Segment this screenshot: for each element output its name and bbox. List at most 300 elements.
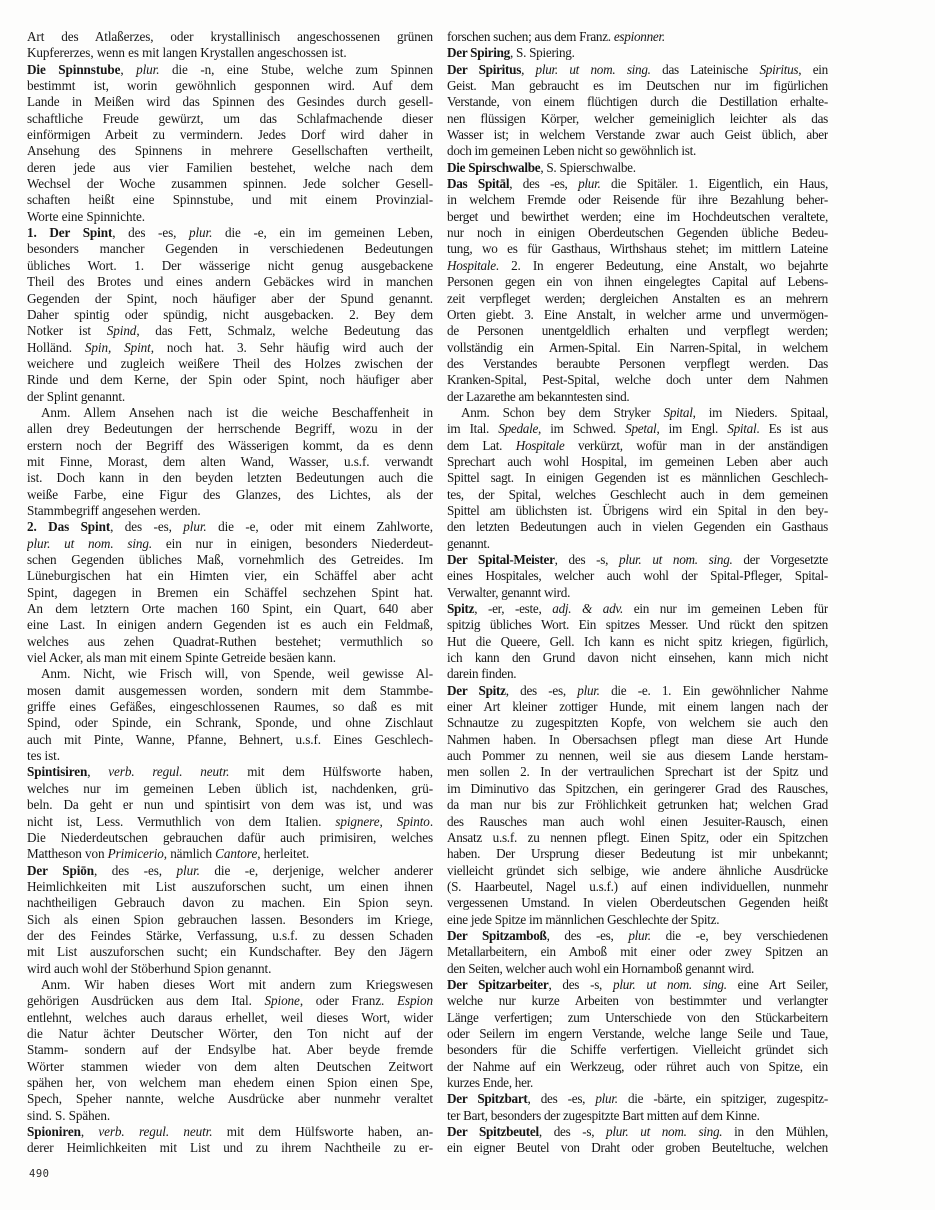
text-line bbox=[447, 617, 828, 633]
text-line bbox=[447, 209, 828, 225]
text-line bbox=[27, 241, 433, 257]
text-line bbox=[27, 601, 433, 617]
text-line bbox=[27, 356, 433, 372]
text-line bbox=[447, 503, 828, 519]
body-text: Hut die Queere, Gell. Ich kann es nicht spitz kriegen, figürlich, bbox=[447, 633, 828, 649]
text-line bbox=[27, 895, 433, 911]
text-line bbox=[27, 143, 433, 159]
body-text: Metallarbeitern, ein Amboß mit einer oder zwey Spitzen an bbox=[447, 944, 828, 960]
italic-term: verb. regul. neutr. bbox=[108, 764, 230, 780]
text-line bbox=[27, 192, 433, 208]
body-text: den Seiten, welcher auch wohl ein Hornamboß genannt wird. bbox=[447, 960, 755, 976]
text-line bbox=[27, 1075, 433, 1091]
text-line bbox=[27, 1059, 433, 1075]
text-line bbox=[27, 372, 433, 388]
body-text: de Personen unentgeldlich erhalten und verpflegt werden; bbox=[447, 323, 828, 339]
text-line bbox=[447, 29, 828, 45]
body-text: Lüneburgischen hat ein Himten vier, ein Schäffel aber acht bbox=[27, 568, 433, 584]
body-text: tung, wo es für Gasthaus, Wirthshaus stehet; im mittlern Lateine bbox=[447, 241, 828, 257]
text-line bbox=[447, 340, 828, 356]
text-line bbox=[27, 176, 433, 192]
text-line bbox=[27, 846, 433, 862]
italic-term: Spital bbox=[727, 421, 757, 437]
headword: Die Spirschwalbe bbox=[447, 159, 541, 175]
text-line bbox=[27, 536, 433, 552]
body-text: weiße Farbe, eine Figur des Glanzes, des Lichtes, als der bbox=[27, 486, 433, 502]
text-line bbox=[27, 421, 433, 437]
body-text: , S. Spierschwalbe. bbox=[540, 159, 636, 175]
text-line bbox=[447, 94, 828, 110]
body-text: Die Niederdeutschen gebrauchen dafür auch primisiren, welches bbox=[27, 829, 433, 845]
text-line bbox=[27, 634, 433, 650]
body-text: entlehnt, welches auch daraus erhellet, weil dieses Wort, wider bbox=[27, 1009, 433, 1025]
text-line bbox=[447, 650, 828, 666]
text-line bbox=[447, 1124, 828, 1140]
body-text: eine Art Seiler, bbox=[726, 976, 828, 992]
text-line bbox=[447, 1091, 828, 1107]
body-text: Mattheson von bbox=[27, 846, 108, 862]
text-line bbox=[447, 1140, 828, 1156]
body-text: der Splint genannt. bbox=[27, 388, 126, 404]
italic-term: Spedale bbox=[498, 421, 539, 437]
italic-term: adj. & adv. bbox=[552, 601, 623, 617]
headword: Spintisiren bbox=[27, 764, 88, 780]
left-column bbox=[27, 29, 433, 1157]
body-text: Ansehung des Spinnens in mehrere Gesellschaften vertheilt, bbox=[27, 143, 433, 159]
body-text: doch im gemeinen Leben nicht so gewöhnlich ist. bbox=[447, 143, 697, 159]
body-text: Spind, oder Spinde, ein Schrank, Sponde, und ohne Zischlaut bbox=[27, 715, 433, 731]
body-text: Kupfererzes, wenn es mit langen Krystallen angeschossen ist. bbox=[27, 45, 347, 61]
body-text: spitzig übliches Wort. Ein spitzes Messer. Und rückt den spitzen bbox=[447, 617, 828, 633]
body-text: mit List auszuforschen sucht; ein Kundschafter. Bey den Jägern bbox=[27, 944, 433, 960]
body-text: genannt. bbox=[447, 535, 490, 551]
body-text: Orten giebt. 3. Eine Anstalt, in welcher arme und unvermögen- bbox=[447, 306, 828, 322]
text-line bbox=[447, 666, 828, 682]
body-text: der Vorgesetzte bbox=[732, 552, 828, 567]
body-text: einer Art kleiner zottiger Hunde, mit einem langen nach der bbox=[447, 699, 828, 715]
body-text: Spint, dagegen in Bremen ein Schäffel sechzehen Spint hat. bbox=[27, 584, 433, 600]
text-line bbox=[447, 356, 828, 372]
text-line bbox=[447, 879, 828, 895]
text-line bbox=[447, 225, 828, 241]
text-line bbox=[447, 1059, 828, 1075]
text-line bbox=[27, 961, 433, 977]
text-line bbox=[447, 764, 828, 780]
body-text: An dem letztern Orte machen 160 Spint, ein Quart, 640 aber bbox=[27, 601, 433, 617]
body-text: Wasser ist; in welchem Verstande zwar auch Geist üblich, aber bbox=[447, 127, 828, 143]
text-line bbox=[447, 552, 828, 568]
body-text: , des -s, bbox=[554, 552, 620, 567]
body-text: , oder Franz. bbox=[299, 993, 397, 1009]
text-line bbox=[447, 389, 828, 405]
body-text: Personen gegen ein von ihnen eingelegtes Capital auf Lebens- bbox=[447, 274, 828, 290]
body-text: , bbox=[521, 61, 536, 77]
text-line bbox=[447, 683, 828, 699]
italic-term: plur. bbox=[578, 176, 601, 192]
text-line bbox=[27, 944, 433, 960]
text-line bbox=[447, 846, 828, 862]
text-line bbox=[27, 585, 433, 601]
body-text: die -e. 1. Ein gewöhnlicher Nahme bbox=[599, 682, 828, 698]
body-text: . bbox=[429, 813, 433, 829]
body-text: Schnautze zu zugespitzten Kopfe, von welchem sie auch den bbox=[447, 715, 828, 731]
page-number: 490 bbox=[29, 1168, 50, 1180]
text-line bbox=[447, 258, 828, 274]
headword: 1. Der Spint bbox=[27, 225, 113, 241]
italic-term: Spital bbox=[663, 404, 693, 420]
body-text: haben. Der Ursprung dieser Bedeutung ist mir unbekannt; bbox=[447, 846, 828, 862]
text-line bbox=[27, 650, 433, 666]
body-text: Stamm- sondern auf der Endsylbe hat. Aber beyde fremde bbox=[27, 1042, 433, 1058]
text-line bbox=[447, 372, 828, 388]
text-line bbox=[27, 552, 433, 568]
body-text: wird auch wohl der Stöberhund Spion genannt. bbox=[27, 960, 272, 976]
text-line bbox=[447, 192, 828, 208]
text-line bbox=[27, 274, 433, 290]
text-line bbox=[27, 830, 433, 846]
body-text: Geist. Man gebraucht es im Deutschen nur im figürlichen bbox=[447, 78, 828, 94]
text-line bbox=[447, 568, 828, 584]
body-text: verkürzt, wofür man in der anständigen bbox=[564, 437, 828, 453]
body-text: Anm. Schon bey dem Stryker bbox=[461, 404, 664, 420]
italic-term: Primicerio bbox=[107, 846, 164, 862]
text-line bbox=[27, 225, 433, 241]
body-text: Theil des Brotes und eines andern Gebäckes wird in manchen bbox=[27, 274, 433, 290]
text-line bbox=[447, 797, 828, 813]
body-text: die Natur ächter Deutscher Wörter, den Ton nicht auf der bbox=[27, 1025, 433, 1041]
text-line bbox=[447, 291, 828, 307]
text-line bbox=[447, 781, 828, 797]
italic-term: Spetal bbox=[625, 421, 657, 437]
text-line bbox=[447, 143, 828, 159]
italic-term: Hospitale bbox=[447, 257, 496, 273]
body-text: Spittel am üblichsten ist. Übrigens wird ein Spital in den bey- bbox=[447, 502, 828, 518]
text-line bbox=[27, 111, 433, 127]
body-text: , im Schwed. bbox=[538, 421, 626, 437]
text-line bbox=[447, 241, 828, 257]
text-line bbox=[27, 519, 433, 535]
body-text: , im Engl. bbox=[656, 421, 728, 437]
body-text: , -er, -este, bbox=[474, 601, 553, 617]
body-text: berget und bewirthet werden; eine im Hochdeutschen veraltete, bbox=[447, 208, 828, 224]
body-text: da man nur bis zur Fröhlichkeit getrunken hat; welchen Grad bbox=[447, 797, 828, 813]
italic-term: plur. bbox=[577, 682, 600, 698]
text-line bbox=[27, 45, 433, 61]
text-line bbox=[447, 536, 828, 552]
italic-term: Hospitale bbox=[515, 437, 565, 453]
body-text: ter Bart, besonders der zugespitzte Bart mitten auf dem Kinne. bbox=[447, 1107, 760, 1123]
text-line bbox=[447, 585, 828, 601]
body-text: , des -s, bbox=[538, 1124, 607, 1140]
body-text: welches nur im gemeinen Leben üblich ist, nachdenken, grü- bbox=[27, 780, 433, 796]
text-line bbox=[447, 78, 828, 94]
body-text: , S. Spiering. bbox=[510, 45, 575, 61]
body-text: Anm. Allem Ansehen nach ist die weiche Beschaffenheit in bbox=[41, 404, 433, 420]
body-text: eine jede Spitze im männlichen Geschlechte der Spitz. bbox=[447, 911, 720, 927]
italic-term: plur. bbox=[136, 61, 160, 77]
body-text: vollständig ein Armen-Spital. Ein Narren-Spital, in welchem bbox=[447, 339, 828, 355]
body-text: der Nahme auf ein Werkzeug, oder rühret auch von Spitze, ein bbox=[447, 1058, 828, 1074]
text-line bbox=[447, 274, 828, 290]
body-text: Holländ. bbox=[27, 339, 85, 355]
body-text: deren jede aus vier Familien bestehet, welche nach dem bbox=[27, 159, 433, 175]
body-text: den letzten Bedeutungen auch in vielen Gegenden ein Gasthaus bbox=[447, 519, 828, 535]
body-text: der des Feindes Stärke, Verfassung, u.s.f. zu dessen Schaden bbox=[27, 927, 433, 943]
body-text: forschen suchen; aus dem Franz. bbox=[447, 29, 614, 44]
text-line bbox=[447, 405, 828, 421]
body-text: Art des Atlaßerzes, oder krystallinisch angeschossenen grünen bbox=[27, 29, 433, 44]
body-text: ein eigner Beutel von Draht oder groben Beuteltuche, welchen bbox=[447, 1140, 828, 1156]
text-line bbox=[447, 176, 828, 192]
body-text: , des -es, bbox=[509, 176, 579, 192]
body-text: Notker ist bbox=[27, 323, 107, 339]
body-text: ich kann den Grund davon nicht einsehen, kann mich nicht bbox=[447, 650, 828, 666]
body-text: erstern noch der Begriff des Wässerigen kommt, da es denn bbox=[27, 437, 433, 453]
text-line bbox=[27, 438, 433, 454]
body-text: , des -es, bbox=[110, 519, 184, 535]
body-text: vergessenen Umstand. In vielen Oberdeutschen Gegenden heißt bbox=[447, 895, 828, 911]
body-text: das Lateinische bbox=[650, 61, 760, 77]
body-text: , des -s, bbox=[548, 976, 614, 992]
body-text: Verwalter, genannt wird. bbox=[447, 584, 571, 600]
text-line bbox=[447, 111, 828, 127]
italic-term: Spin, Spint bbox=[84, 339, 151, 355]
text-line bbox=[27, 62, 433, 78]
headword: Der Spiōn bbox=[27, 862, 95, 878]
text-line bbox=[27, 1108, 433, 1124]
body-text: tes, der Spital, welches Geschlecht auch in dem gemeinen bbox=[447, 486, 828, 502]
text-line bbox=[447, 1042, 828, 1058]
body-text: des Verstandes beraubte Personen verpflegt werden. Das bbox=[447, 355, 828, 371]
body-text: übliches Wort. 1. Der wässerige nicht genug ausgebackene bbox=[27, 257, 433, 273]
text-line bbox=[27, 617, 433, 633]
text-line bbox=[447, 928, 828, 944]
italic-term: Spind bbox=[106, 323, 137, 339]
text-line bbox=[447, 634, 828, 650]
text-line bbox=[27, 814, 433, 830]
text-line bbox=[447, 993, 828, 1009]
body-text: Verstande, von einem flüchtigen durch die Destillation erhalte- bbox=[447, 94, 828, 110]
italic-term: Spione bbox=[264, 993, 300, 1009]
text-line bbox=[447, 487, 828, 503]
body-text: Heimlichkeiten mit List auszuforschen sucht, um einen ihnen bbox=[27, 878, 433, 894]
text-line bbox=[27, 568, 433, 584]
body-text: Nahmen haben. In Obersachsen pflegt man diese Art Hunde bbox=[447, 731, 828, 747]
body-text: Stammbegriff angesehen werden. bbox=[27, 502, 201, 518]
text-line bbox=[27, 781, 433, 797]
text-line bbox=[27, 748, 433, 764]
text-line bbox=[447, 1075, 828, 1091]
body-text: in den Mühlen, bbox=[722, 1124, 828, 1140]
text-line bbox=[27, 764, 433, 780]
italic-term: plur. bbox=[183, 519, 207, 535]
text-line bbox=[447, 45, 828, 61]
body-text: , bbox=[80, 1124, 99, 1140]
text-line bbox=[447, 470, 828, 486]
text-line bbox=[27, 928, 433, 944]
body-text: allen drey Bedeutungen der herrschende Begriff, wozu in der bbox=[27, 421, 433, 437]
text-line bbox=[27, 1042, 433, 1058]
body-text: . Es ist aus bbox=[756, 421, 828, 437]
text-line bbox=[447, 160, 828, 176]
right-column bbox=[447, 29, 828, 1157]
text-line bbox=[447, 421, 828, 437]
body-text: , noch hat. 3. Sehr häufig wird auch der bbox=[150, 339, 433, 355]
body-text: , bbox=[87, 764, 109, 780]
italic-term: Cantore bbox=[215, 846, 258, 862]
text-line bbox=[447, 944, 828, 960]
text-line bbox=[27, 732, 433, 748]
body-text: nen flüssigen Körper, welcher gemeiniglich leichter als das bbox=[447, 110, 828, 126]
body-text: nicht ist, Less. Vermuthlich von dem Italien. bbox=[27, 813, 336, 829]
text-line bbox=[27, 863, 433, 879]
italic-term: plur. ut nom. sing. bbox=[613, 976, 727, 992]
headword: Der Spitzbart bbox=[447, 1091, 528, 1107]
headword: Der Spitzbeutel bbox=[447, 1124, 539, 1140]
text-line bbox=[447, 977, 828, 993]
body-text: besonders mancher Gegenden in verschiedenen Bedeutungen bbox=[27, 241, 433, 257]
text-line bbox=[447, 732, 828, 748]
body-text: oder Seilern im engern Verstande, welche lange Seile und Taue, bbox=[447, 1025, 828, 1041]
headword: Spioniren bbox=[27, 1124, 81, 1140]
body-text: Länge verfertigen; zum Unterschiede von den Stückarbeitern bbox=[447, 1009, 828, 1025]
body-text: , herleitet. bbox=[257, 846, 310, 862]
text-line bbox=[447, 1026, 828, 1042]
body-text: Daher spintig oder spündig, nicht ausgebacken. 2. Bey dem bbox=[27, 306, 433, 322]
text-line bbox=[27, 470, 433, 486]
body-text: Sprechart auch wohl Hospital, im gemeinen Leben aber auch bbox=[447, 453, 828, 469]
text-line bbox=[27, 307, 433, 323]
italic-term: Espion bbox=[396, 993, 433, 1009]
text-line bbox=[27, 209, 433, 225]
text-line bbox=[27, 977, 433, 993]
text-line bbox=[447, 748, 828, 764]
body-text: eine Last. In einigen andern Gegenden ist es auch ein Feldmaß, bbox=[27, 617, 433, 633]
text-line bbox=[447, 1108, 828, 1124]
text-line bbox=[27, 389, 433, 405]
text-line bbox=[27, 487, 433, 503]
body-text: , nämlich bbox=[163, 846, 216, 862]
body-text: auch mit Pinte, Wanne, Pfanne, Behnert, u.s.f. Eines Geschlech- bbox=[27, 731, 433, 747]
body-text: im Diminutivo das Spitzchen, ein geringerer Grad des Rausches, bbox=[447, 780, 828, 796]
italic-term: spignere, Spinto bbox=[335, 813, 430, 829]
text-line bbox=[27, 1010, 433, 1026]
body-text: dem Lat. bbox=[447, 437, 516, 453]
body-text: ist. Doch kann in den beyden letzten Bedeutungen auch die bbox=[27, 470, 433, 486]
text-line bbox=[447, 863, 828, 879]
body-text: welche nur kurze Arbeiten von bestimmter und verlangter bbox=[447, 993, 828, 1009]
headword: Der Spiring bbox=[447, 45, 510, 61]
text-line bbox=[27, 715, 433, 731]
body-text: mit dem Hülfsworte haben, an- bbox=[212, 1124, 433, 1140]
text-line bbox=[27, 879, 433, 895]
body-text: (S. Haarbeutel, Nagel u.s.f.) auf einen individuellen, nunmehr bbox=[447, 878, 828, 894]
body-text: die -e, bey verschiedenen bbox=[650, 927, 828, 943]
body-text: mit dem Hülfsworte haben, bbox=[229, 764, 433, 780]
text-line bbox=[447, 715, 828, 731]
text-line bbox=[27, 323, 433, 339]
body-text: schaftliche Freude gewürzt, um das Schlafmachende dieser bbox=[27, 110, 433, 126]
text-line bbox=[447, 814, 828, 830]
italic-term: Spiritus bbox=[759, 61, 799, 77]
italic-term: plur. ut nom. sing. bbox=[619, 552, 733, 567]
headword: 2. Das Spint bbox=[27, 519, 111, 535]
text-line bbox=[27, 127, 433, 143]
headword: Der Spitzamboß bbox=[447, 927, 547, 943]
text-line bbox=[447, 62, 828, 78]
text-line bbox=[27, 797, 433, 813]
text-line bbox=[27, 666, 433, 682]
body-text: Spech, Speher nannte, welche Ausdrücke aber nunmehr veraltet bbox=[27, 1091, 433, 1107]
body-text: zeit verpfleget werden; dergleichen Anstalten es an mehrern bbox=[447, 290, 828, 306]
text-line bbox=[447, 699, 828, 715]
body-text: darein finden. bbox=[447, 666, 517, 682]
text-line bbox=[447, 127, 828, 143]
body-text: mit Finne, Morast, dem alten Wand, Wasser, u.s.f. verwandt bbox=[27, 453, 433, 469]
text-columns bbox=[27, 29, 828, 1157]
body-text: Kranken-Spital, Pest-Spital, welche doch unter dem Nahmen bbox=[447, 372, 828, 388]
headword: Die Spinnstube bbox=[27, 61, 121, 77]
headword: Spitz bbox=[447, 601, 475, 617]
body-text: die -bärte, ein spitziger, zugespitz- bbox=[617, 1091, 828, 1107]
body-text: gehörigen Ausdrücken aus dem Ital. bbox=[27, 993, 265, 1009]
body-text: men sollen 2. In der vertraulichen Sprechart ist der Spitz und bbox=[447, 764, 828, 780]
body-text: die -n, eine Stube, welche zum Spinnen bbox=[159, 61, 433, 77]
body-text: Gegenden der Spint, noch häufiger aber der Spund genannt. bbox=[27, 290, 433, 306]
body-text: Wörter stammen wieder von dem alten Deutschen Zeitwort bbox=[27, 1058, 433, 1074]
body-text: Worte eine Spinnichte. bbox=[27, 208, 145, 224]
body-text: , bbox=[120, 61, 137, 77]
body-text: Anm. Nicht, wie Frisch will, von Spende, weil gewisse Al- bbox=[41, 666, 433, 682]
text-line bbox=[27, 454, 433, 470]
text-line bbox=[27, 912, 433, 928]
body-text: Spittel sagt. In einigen Gegenden ist es männlichen Geschlech- bbox=[447, 470, 828, 486]
body-text: sind. S. Spähen. bbox=[27, 1107, 111, 1123]
italic-term: plur. ut nom. sing. bbox=[535, 61, 651, 77]
body-text: Sich als einen Spion gebrauchen lassen. Besonders im Kriege, bbox=[27, 911, 433, 927]
text-line bbox=[447, 961, 828, 977]
body-text: griffe eines Gefäßes, eingeschlossenen Raumes, so daß es mit bbox=[27, 699, 433, 715]
headword: Der Spitzarbeiter bbox=[447, 976, 549, 992]
text-line bbox=[447, 830, 828, 846]
text-line bbox=[27, 340, 433, 356]
headword: Der Spiritus bbox=[447, 61, 522, 77]
text-line bbox=[27, 29, 433, 45]
text-line bbox=[447, 601, 828, 617]
italic-term: plur. ut nom. sing. bbox=[606, 1124, 723, 1140]
body-text: die Spitäler. 1. Eigentlich, ein Haus, bbox=[600, 176, 828, 192]
body-text: weichere und zugleich weißere Theil des Holzes zwischen der bbox=[27, 355, 433, 371]
body-text: viel Acker, als man mit einem Spinte Getreide besäen kann. bbox=[27, 650, 336, 666]
body-text: einförmigen Arbeit zu vermindern. Jedes Dorf wird daher in bbox=[27, 127, 433, 143]
body-text: nur noch in einigen Oberdeutschen Gegenden übliche Bedeu- bbox=[447, 225, 828, 241]
body-text: , das Fett, Schmalz, welche Bedeutung das bbox=[136, 323, 433, 339]
body-text: Lande in Meißen wird das Spinnen des Gesindes durch gesell- bbox=[27, 94, 433, 110]
text-line bbox=[447, 895, 828, 911]
text-line bbox=[447, 1010, 828, 1026]
body-text: im Ital. bbox=[447, 421, 499, 437]
italic-term: plur. bbox=[628, 927, 651, 943]
text-line bbox=[27, 78, 433, 94]
text-line bbox=[447, 307, 828, 323]
text-line bbox=[27, 94, 433, 110]
text-line bbox=[447, 438, 828, 454]
body-text: tes ist. bbox=[27, 748, 60, 764]
body-text: eines Hospitales, welcher auch wohl der Spital-Pfleger, Spital- bbox=[447, 568, 828, 584]
body-text: beln. Da geht er nun und spintisirt von dem was ist, und was bbox=[27, 797, 433, 813]
italic-term: plur. bbox=[595, 1091, 618, 1107]
headword: Der Spitz bbox=[447, 682, 506, 698]
